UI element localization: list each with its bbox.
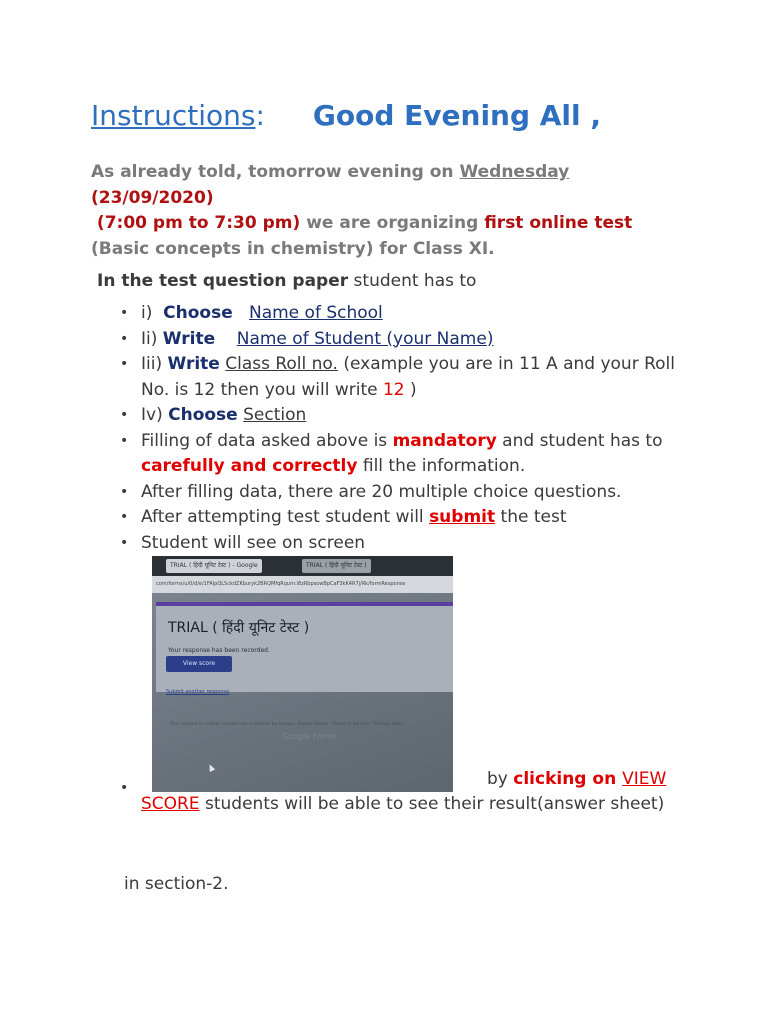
list-item <box>120 556 690 796</box>
roll-example-text: (example you are in 11 A and your Roll No. is 12 then you will write <box>141 354 675 400</box>
bullet-icon: • <box>120 356 129 372</box>
lead-rest: student has to <box>348 271 477 291</box>
submit-another-link: Submit another response <box>166 689 230 695</box>
page-title <box>91 96 601 136</box>
list-item <box>120 505 690 531</box>
view-score-link[interactable]: VIEW <box>622 769 667 789</box>
form-footer-note: This content is neither created nor endorsed by Google. Report Abuse - Terms of Service - Privacy Policy <box>170 722 405 727</box>
view-score-button: View score <box>166 656 232 672</box>
submit-word: submit <box>429 507 496 527</box>
roll-example-end: ) <box>404 379 417 400</box>
intro-paragraph <box>91 160 711 262</box>
bullet-icon: • <box>120 407 129 423</box>
bullet-icon: • <box>120 432 129 449</box>
item-verb: Write <box>162 328 216 349</box>
list-item <box>120 480 690 506</box>
google-forms-brand: Google Forms <box>282 732 338 741</box>
browser-tab: TRIAL ( हिंदी यूनिट टेस्ट ) - Google <box>166 559 262 573</box>
view-score-sentence <box>487 767 666 793</box>
result-text: students will be able to see their result(answer sheet) <box>199 794 665 814</box>
bullet-icon: • <box>120 509 129 525</box>
test-name: first online test <box>484 213 633 233</box>
greeting-heading: Good Evening All , <box>312 99 602 132</box>
bullet-icon: • <box>120 330 129 347</box>
item-verb: Write <box>167 354 220 374</box>
title-colon: : <box>255 99 265 132</box>
browser-tab-bar <box>152 556 453 576</box>
instructions-heading: Instructions <box>91 99 256 132</box>
test-time: (7:00 pm to 7:30 pm) <box>96 213 301 233</box>
lead-sentence <box>97 268 476 294</box>
form-card <box>156 602 453 695</box>
result-screenshot-photo <box>152 556 453 792</box>
submit-end: the test <box>495 507 567 527</box>
browser-url-bar: com/forms/u/0/d/e/1FAIpQLSckdZKburyk2BRQMfqRqum:i8zRbpsowBpCaF3kK4R7j/Rk/formResponse <box>152 576 453 593</box>
view-score-link-2[interactable]: SCORE <box>141 794 200 814</box>
closing-text: in section-2. <box>124 874 229 894</box>
list-item <box>120 301 690 327</box>
list-item <box>120 531 690 557</box>
item-field: Class Roll no. <box>225 354 338 374</box>
weekday-text: Wednesday <box>459 162 570 182</box>
submit-text: After attempting test student will <box>141 507 430 527</box>
mandatory-word: mandatory <box>392 430 497 451</box>
careful-phrase: carefully and correctly <box>141 456 358 476</box>
item-field: Name of School <box>248 303 383 323</box>
intro-text: As already told, tomorrow evening on <box>91 162 460 182</box>
item-number: Iii) <box>141 354 163 374</box>
questions-text: After filling data, there are 20 multiple choice questions. <box>141 481 622 502</box>
item-number: Iv) <box>141 405 163 425</box>
item-verb: Choose <box>163 303 233 323</box>
instruction-list <box>120 301 690 818</box>
response-recorded-text: Your response has been recorded. <box>168 647 270 654</box>
bullet-icon: • <box>120 305 129 321</box>
subject-text: (Basic concepts in chemistry) for Class XI. <box>91 238 495 259</box>
mandatory-end: fill the information. <box>357 456 526 476</box>
by-text: by <box>487 769 514 789</box>
form-title: TRIAL ( हिंदी यूनिट टेस्ट ) <box>168 620 310 636</box>
list-item <box>120 403 690 429</box>
list-item <box>120 327 690 353</box>
browser-tab: TRIAL ( हिंदी यूनिट टेस्ट ) <box>302 559 371 573</box>
item-number: Ii) <box>141 328 158 349</box>
bullet-icon: • <box>120 483 129 500</box>
item-field: Name of Student (your Name) <box>236 328 494 349</box>
clicking-text: clicking on <box>513 769 623 789</box>
mandatory-text: Filling of data asked above is <box>141 430 393 451</box>
bullet-icon: • <box>120 534 129 551</box>
item-field: Section <box>243 405 307 425</box>
list-item <box>120 429 690 480</box>
screen-text: Student will see on screen <box>141 532 366 553</box>
mandatory-mid: and student has to <box>496 430 663 451</box>
organizing-text: we are organizing <box>300 213 485 233</box>
item-verb: Choose <box>168 405 238 425</box>
lead-bold: In the test question paper <box>97 271 349 291</box>
view-score-continuation <box>120 792 690 818</box>
list-item <box>120 352 690 403</box>
roll-example-value: 12 <box>382 379 405 400</box>
test-date: (23/09/2020) <box>91 187 214 208</box>
item-number: i) <box>141 303 153 323</box>
bullet-icon: • <box>120 780 129 796</box>
cursor-icon <box>207 763 215 772</box>
